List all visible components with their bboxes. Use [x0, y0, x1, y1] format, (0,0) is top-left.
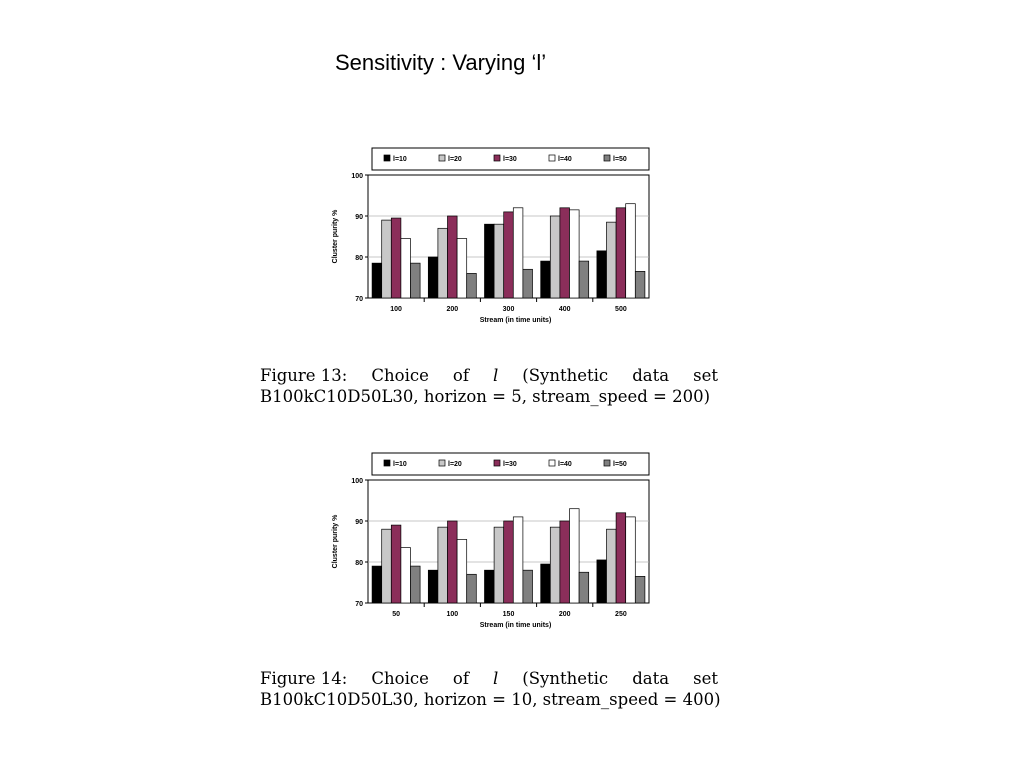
bar	[411, 566, 421, 603]
bar	[560, 208, 570, 298]
caption-line-2: B100kC10D50L30, horizon = 10, stream_speed = 400)	[260, 690, 721, 709]
bar	[504, 212, 514, 298]
x-tick-label: 400	[558, 306, 571, 313]
bar	[485, 570, 495, 603]
bar	[411, 263, 421, 298]
caption-word: of	[452, 366, 469, 385]
bar	[579, 572, 589, 603]
y-axis-label: Cluster purity %	[332, 209, 339, 264]
chart-figure-13	[318, 145, 658, 330]
x-tick-label: 50	[392, 611, 400, 618]
caption-word: set	[693, 669, 718, 688]
caption-word: data	[632, 366, 670, 385]
bar	[372, 263, 382, 298]
x-axis-label: Stream (in time units)	[479, 622, 552, 629]
bar	[485, 224, 495, 298]
x-tick-label: 200	[446, 306, 459, 313]
bar	[438, 527, 448, 603]
caption-variable: l	[492, 669, 499, 688]
y-tick-label: 100	[351, 478, 363, 485]
caption-word: Choice	[371, 366, 429, 385]
bar	[550, 527, 560, 603]
bar	[597, 251, 607, 298]
bar	[616, 513, 626, 603]
bar	[391, 218, 401, 298]
x-tick-label: 200	[558, 611, 571, 618]
y-tick-label: 90	[355, 214, 363, 221]
legend-label: l=10	[393, 156, 407, 163]
bar	[635, 271, 645, 298]
x-tick-label: 250	[615, 611, 627, 618]
y-tick-label: 70	[355, 601, 363, 608]
bar	[607, 529, 617, 603]
legend-swatch	[439, 155, 445, 161]
x-tick-label: 100	[446, 611, 459, 618]
legend-label: l=50	[613, 156, 627, 163]
bar	[635, 576, 645, 603]
bar	[448, 216, 458, 298]
x-tick-label: 100	[390, 306, 402, 313]
bar	[448, 521, 458, 603]
bar	[372, 566, 382, 603]
legend-swatch	[384, 155, 390, 161]
bar	[401, 548, 411, 603]
bar	[382, 529, 392, 603]
legend-label: l=20	[448, 461, 462, 468]
figure-13-caption	[260, 365, 718, 407]
bar	[457, 239, 467, 298]
legend-label: l=50	[613, 461, 627, 468]
bar	[438, 228, 448, 298]
legend-swatch	[604, 460, 610, 466]
chart-figure-14	[318, 450, 658, 635]
bar	[523, 570, 533, 603]
legend-swatch	[549, 460, 555, 466]
bar	[382, 220, 392, 298]
y-tick-label: 100	[351, 173, 363, 180]
caption-word: (Synthetic	[522, 669, 609, 688]
caption-word: of	[452, 669, 469, 688]
y-tick-label: 80	[355, 560, 363, 567]
bar	[626, 204, 636, 298]
bar	[504, 521, 514, 603]
bar	[550, 216, 560, 298]
bar	[560, 521, 570, 603]
x-tick-label: 500	[615, 306, 627, 313]
bar	[579, 261, 589, 298]
caption-word: Choice	[371, 669, 429, 688]
bar	[523, 269, 533, 298]
caption-label: Figure 14:	[260, 669, 348, 688]
bar	[428, 570, 438, 603]
caption-word: data	[632, 669, 670, 688]
bar	[467, 574, 477, 603]
y-tick-label: 80	[355, 255, 363, 262]
bar	[513, 208, 523, 298]
legend-label: l=40	[558, 461, 572, 468]
bar	[607, 222, 617, 298]
caption-word: set	[693, 366, 718, 385]
bar	[597, 560, 607, 603]
bar	[616, 208, 626, 298]
y-tick-label: 90	[355, 519, 363, 526]
bar	[626, 517, 636, 603]
legend-swatch	[494, 460, 500, 466]
bar	[494, 224, 504, 298]
legend-swatch	[384, 460, 390, 466]
legend-label: l=10	[393, 461, 407, 468]
bar	[570, 509, 580, 603]
caption-word: (Synthetic	[522, 366, 609, 385]
bar	[467, 273, 477, 298]
caption-label: Figure 13:	[260, 366, 348, 385]
bar	[513, 517, 523, 603]
bar	[541, 564, 551, 603]
figure-14-caption	[260, 668, 721, 710]
legend-swatch	[494, 155, 500, 161]
legend-label: l=30	[503, 461, 517, 468]
x-tick-label: 150	[502, 611, 515, 618]
legend-label: l=30	[503, 156, 517, 163]
caption-variable: l	[492, 366, 499, 385]
bar	[401, 239, 411, 298]
y-axis-label: Cluster purity %	[332, 514, 339, 569]
slide-title: Sensitivity : Varying ‘l’	[335, 50, 547, 75]
bar	[457, 539, 467, 603]
legend-label: l=40	[558, 156, 572, 163]
bar	[541, 261, 551, 298]
legend-label: l=20	[448, 156, 462, 163]
caption-line-2: B100kC10D50L30, horizon = 5, stream_speed = 200)	[260, 387, 711, 406]
y-tick-label: 70	[355, 296, 363, 303]
legend-swatch	[604, 155, 610, 161]
x-axis-label: Stream (in time units)	[479, 317, 552, 324]
legend-swatch	[549, 155, 555, 161]
bar	[494, 527, 504, 603]
bar	[570, 210, 580, 298]
x-tick-label: 300	[502, 306, 515, 313]
legend-swatch	[439, 460, 445, 466]
bar	[391, 525, 401, 603]
bar	[428, 257, 438, 298]
